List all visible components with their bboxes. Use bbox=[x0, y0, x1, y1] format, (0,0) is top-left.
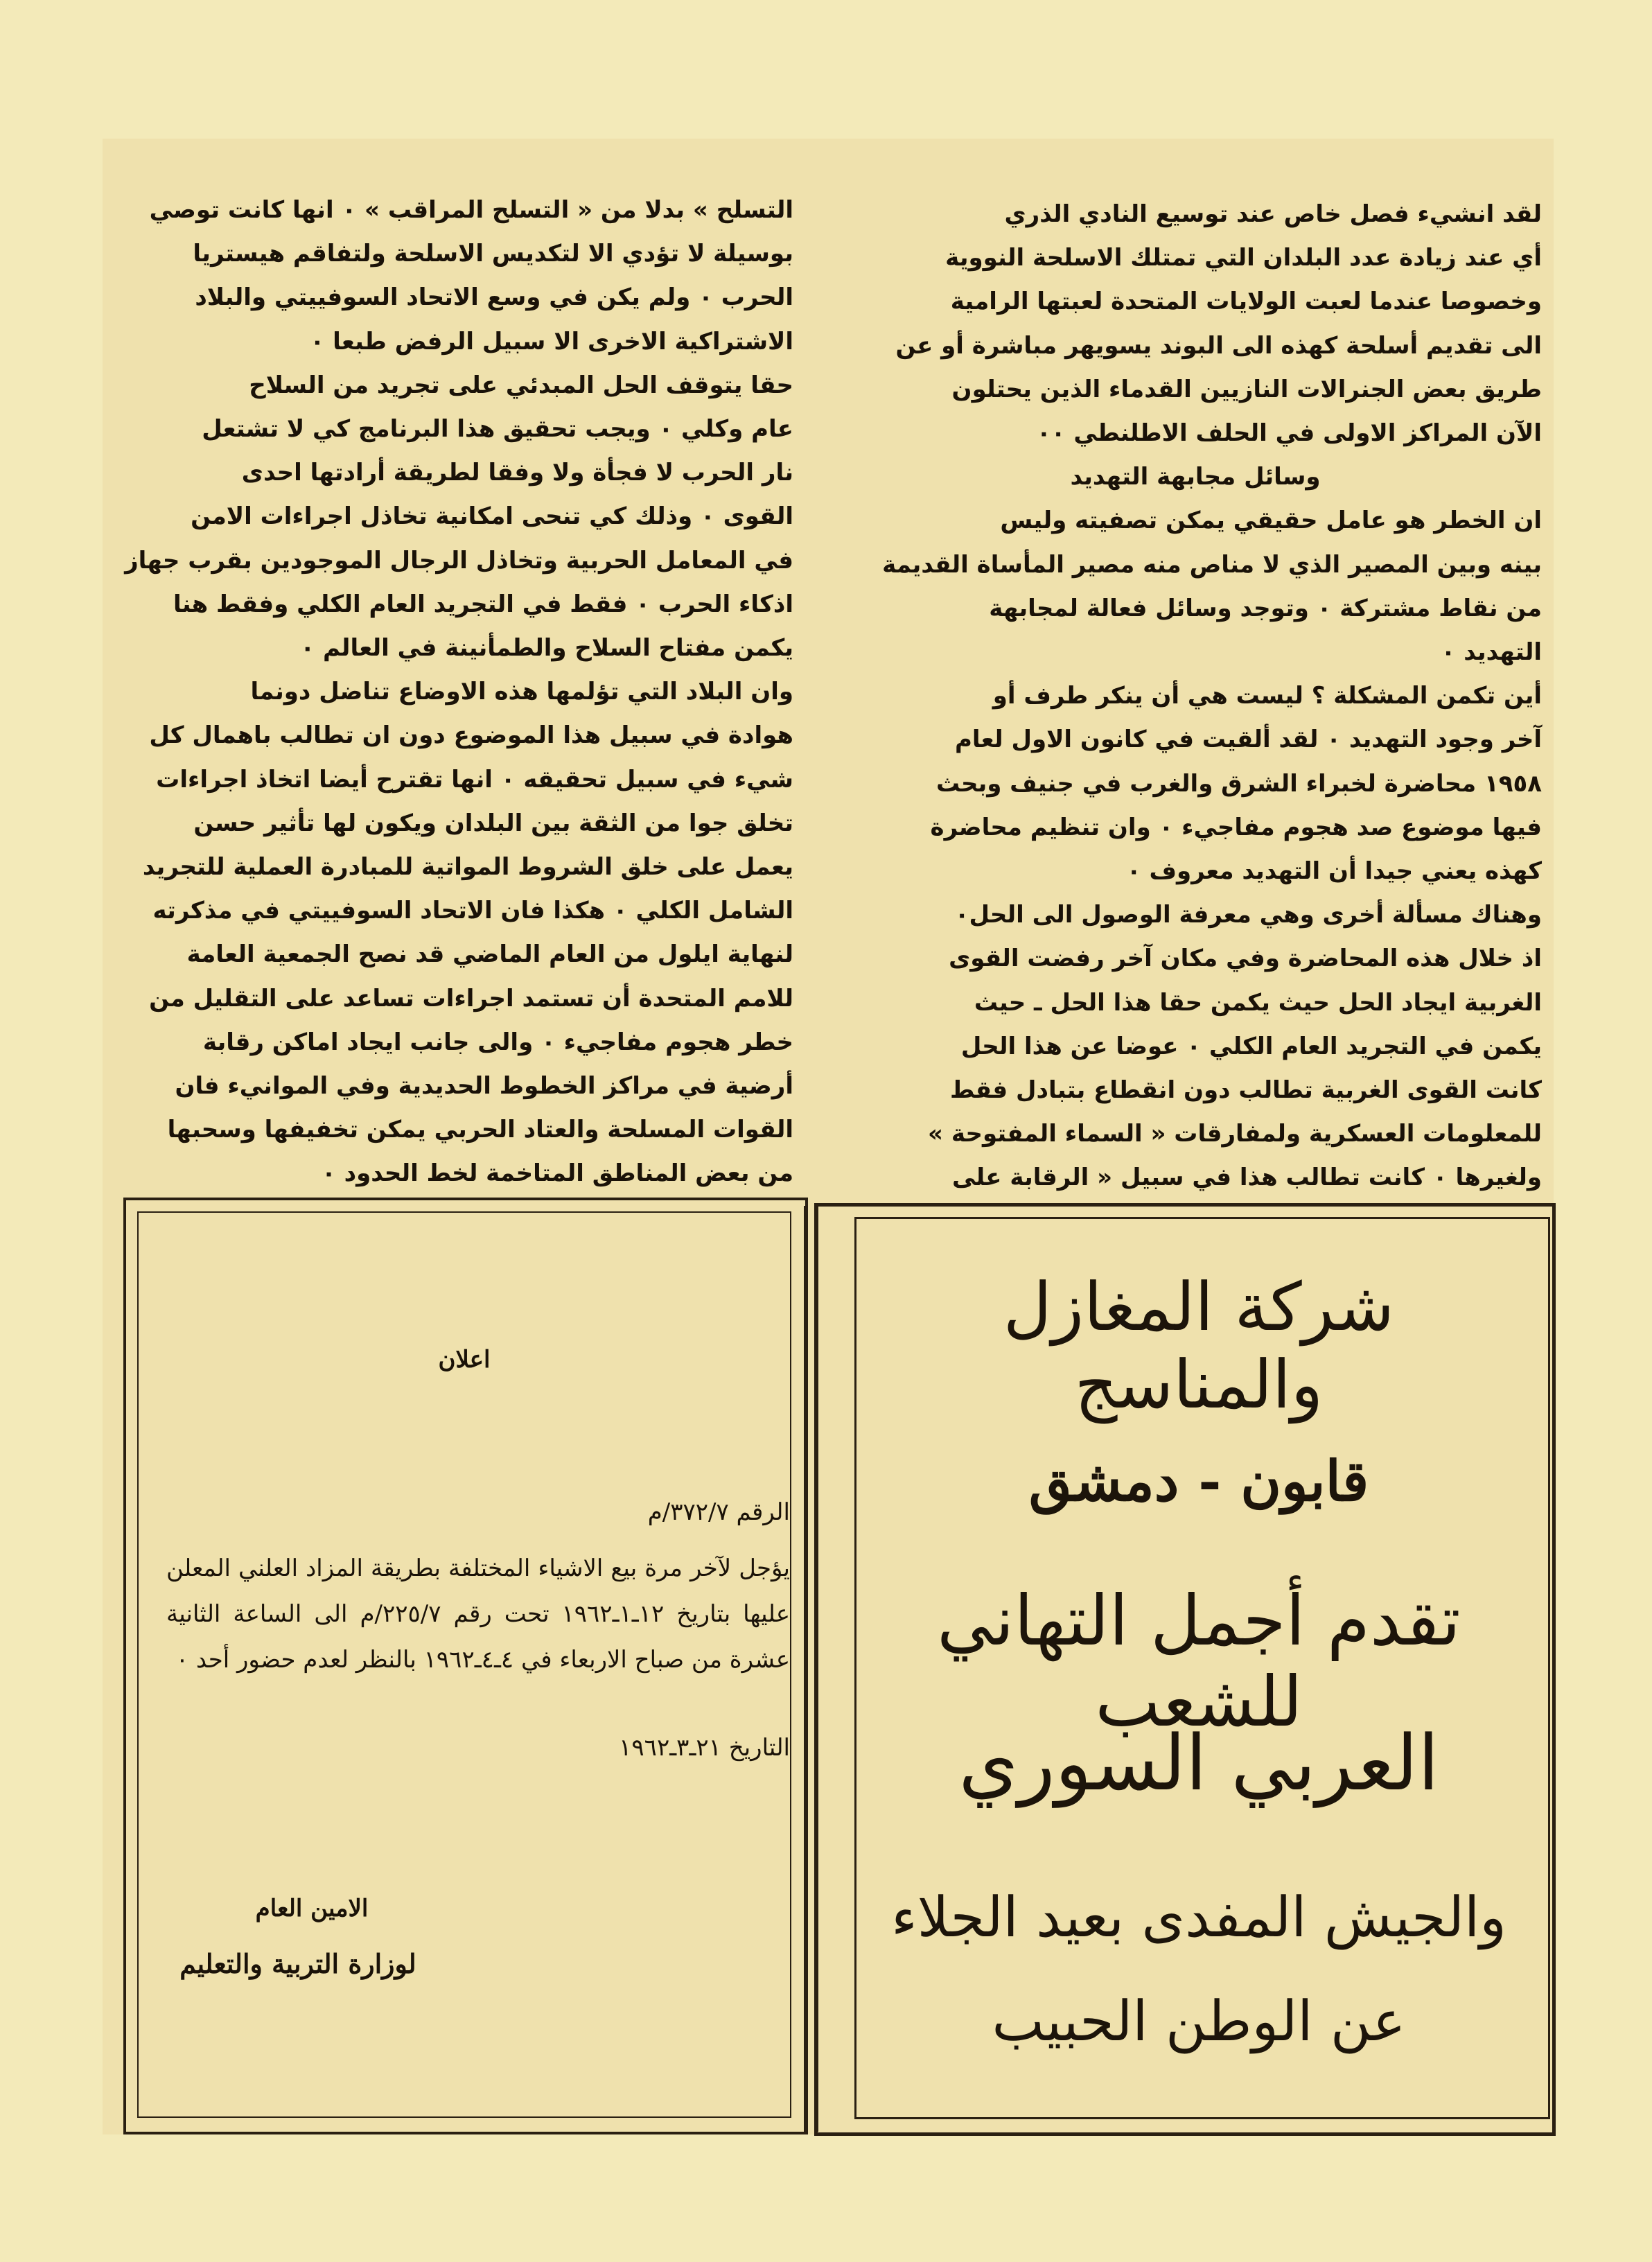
article-line: فيها موضوع صد هجوم مفاجيء ٠ وان تنظيم محاضرة bbox=[930, 813, 1542, 841]
article-left-column bbox=[111, 188, 793, 1196]
article-line: وهناك مسألة أخرى وهي معرفة الوصول الى الحل٠ bbox=[954, 901, 1542, 929]
notice-body: يؤجل لآخر مرة بيع الاشياء المختلفة بطريقة المزاد العلني المعلن عليها بتاريخ ١٢ـ١ـ١٩٦٢ تحت رقم ٢٢٥/٧/م الى الساعة الثانية عشرة من صباح الاربعاء في ٤ـ٤ـ١٩٦٢ بالنظر لعدم حضور أحد ٠ bbox=[166, 1554, 790, 1674]
notice-title: اعلان bbox=[438, 1346, 491, 1374]
article-line: الى تقديم أسلحة كهذه الى البوند يسويهر مباشرة أو عن bbox=[895, 331, 1542, 360]
article-line: الحرب ٠ ولم يكن في وسع الاتحاد السوفييتي والبلاد bbox=[195, 283, 793, 312]
article-line: نار الحرب لا فجأة ولا وفقا لطريقة أرادتها احدى bbox=[241, 459, 793, 487]
article-line: الاشتراكية الاخرى الا سبيل الرفض طبعا ٠ bbox=[310, 327, 793, 356]
article-line: الشامل الكلي ٠ هكذا فان الاتحاد السوفييتي في مذكرته bbox=[152, 897, 793, 925]
ad-location: قابون - دمشق bbox=[1028, 1448, 1369, 1514]
article-line: آخر وجود التهديد ٠ لقد ألقيت في كانون الاول لعام bbox=[955, 726, 1542, 754]
article-line: اذكاء الحرب ٠ فقط في التجريد العام الكلي وفقط هنا bbox=[173, 590, 793, 618]
article-line: هوادة في سبيل هذا الموضوع دون ان تطالب باهمال كل bbox=[149, 721, 793, 750]
notice-date: التاريخ ٢١ـ٣ـ١٩٦٢ bbox=[619, 1734, 790, 1762]
article-line: التسلح » بدلا من « التسلح المراقب » ٠ انها كانت توصي bbox=[149, 196, 793, 224]
article-line: يكمن مفتاح السلاح والطمأنينة في العالم ٠ bbox=[300, 634, 793, 663]
article-line: أين تكمن المشكلة ؟ ليست هي أن ينكر طرف أو bbox=[992, 682, 1542, 710]
article-line: أرضية في مراكز الخطوط الحديدية وفي الموانيء فان bbox=[175, 1072, 793, 1101]
article-line: شيء في سبيل تحقيقه ٠ انها تقترح أيضا اتخاذ اجراءات bbox=[156, 765, 793, 794]
article-line: خطر هجوم مفاجيء ٠ والى جانب ايجاد اماكن رقابة bbox=[202, 1028, 793, 1056]
article-line: كهذه يعني جيدا أن التهديد معروف ٠ bbox=[1126, 857, 1542, 886]
article-line: بينه وبين المصير الذي لا مناص منه مصير المأساة القديمة bbox=[882, 550, 1542, 579]
article-line: وان البلاد التي تؤلمها هذه الاوضاع تناضل دونما bbox=[250, 678, 793, 706]
article-line: كانت القوى الغربية تطالب دون انقطاع بتبادل فقط bbox=[950, 1076, 1542, 1105]
article-line: حقا يتوقف الحل المبدئي على تجريد من السلاح bbox=[249, 371, 793, 399]
ad-line-2: العربي السوري bbox=[958, 1719, 1439, 1807]
article-line: لقد انشيء فصل خاص عند توسيع النادي الذري bbox=[1004, 200, 1542, 228]
article-line: ولغيرها ٠ كانت تطالب هذا في سبيل « الرقابة على bbox=[951, 1164, 1542, 1192]
article-line: لنهاية ايلول من العام الماضي قد نصح الجمعية العامة bbox=[186, 940, 793, 969]
article-line: طريق بعض الجنرالات النازيين القدماء الذين يحتلون bbox=[951, 375, 1542, 403]
article-line: ١٩٥٨ محاضرة لخبراء الشرق والغرب في جنيف وبحث bbox=[935, 769, 1542, 798]
article-line: الآن المراكز الاولى في الحلف الاطلنطي ٠٠ bbox=[1037, 419, 1542, 448]
article-right-column bbox=[849, 193, 1542, 1200]
article-line: من نقاط مشتركة ٠ وتوجد وسائل فعالة لمجابهة bbox=[989, 594, 1542, 622]
article-line: للمعلومات العسكرية ولمفارقات « السماء المفتوحة » bbox=[928, 1120, 1542, 1148]
article-line: يعمل على خلق الشروط المواتية للمبادرة العملية للتجريد bbox=[142, 853, 793, 882]
article-line: وخصوصا عندما لعبت الولايات المتحدة لعبتها الرامية bbox=[950, 288, 1542, 316]
notice-signature-org: لوزارة التربية والتعليم bbox=[179, 1948, 416, 1979]
notice-reference: الرقم ٣٧٢/٧/م bbox=[647, 1498, 790, 1526]
article-line: من بعض المناطق المتاخمة لخط الحدود ٠ bbox=[322, 1159, 793, 1188]
ad-line-3: والجيش المفدى بعيد الجلاء bbox=[891, 1885, 1506, 1949]
article-line: القوات المسلحة والعتاد الحربي يمكن تخفيفها وسحبها bbox=[167, 1116, 793, 1144]
article-line: في المعامل الحربية وتخاذل الرجال الموجودين بقرب جهاز bbox=[125, 546, 793, 575]
article-line: التهديد ٠ bbox=[1441, 638, 1542, 667]
article-subheading: وسائل مجابهة التهديد bbox=[1070, 463, 1321, 491]
notice-signature-title: الامين العام bbox=[255, 1895, 369, 1922]
article-line: الغربية ايجاد الحل حيث يكمن حقا هذا الحل ـ حيث bbox=[974, 988, 1542, 1017]
article-line: للامم المتحدة أن تستمد اجراءات تساعد على التقليل من bbox=[149, 984, 793, 1012]
article-line: اذ خلال هذه المحاضرة وفي مكان آخر رفضت القوى bbox=[949, 945, 1542, 973]
article-line: أي عند زيادة عدد البلدان التي تمتلك الاسلحة النووية bbox=[945, 244, 1542, 272]
article-line: عام وكلي ٠ ويجب تحقيق هذا البرنامج كي لا تشتعل bbox=[202, 415, 793, 444]
article-line: يكمن في التجريد العام الكلي ٠ عوضا عن هذا الحل bbox=[960, 1032, 1542, 1060]
ad-line-4: عن الوطن الحبيب bbox=[992, 1989, 1406, 2053]
ad-company-name: شركة المغازل والمناسج bbox=[1003, 1268, 1395, 1423]
ad-line-1: تقدم أجمل التهاني للشعب bbox=[937, 1580, 1461, 1742]
article-line: تخلق جوا من الثقة بين البلدان ويكون لها تأثير حسن bbox=[193, 809, 793, 837]
article-line: بوسيلة لا تؤدي الا لتكديس الاسلحة ولتفاقم هيستريا bbox=[193, 240, 793, 268]
article-line: ان الخطر هو عامل حقيقي يمكن تصفيته وليس bbox=[1000, 507, 1542, 535]
article-line: القوى ٠ وذلك كي تنحى امكانية تخاذل اجراءات الامن bbox=[191, 502, 793, 531]
